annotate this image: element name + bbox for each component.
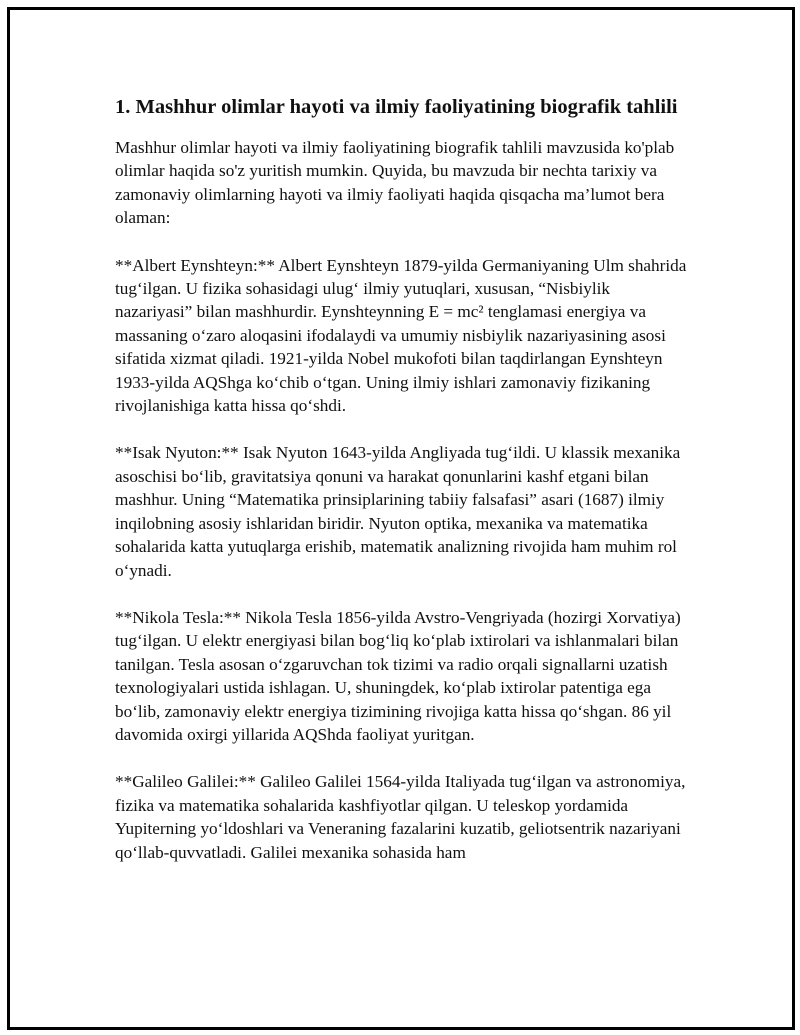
section-heading: 1. Mashhur olimlar hayoti va ilmiy faoliyatining biografik tahlili — [115, 96, 678, 118]
tesla-paragraph: **Nikola Tesla:** Nikola Tesla 1856-yilda Avstro-Vengriyada (hozirgi Xorvatiya) tug‘ilgan. U elektr energiyasi bilan bog‘liq ko‘plab ixtirolari va ishlanmalari bilan tanilgan. Tesla asosan o‘zgaruvchan tok tizimi va radio orqali signallarni uzatish texnologiyalari ustida ishlagan. U, shuningdek, ko‘plab ixtirolar patentiga ega bo‘lib, zamonaviy elektr energiya tizimining rivojiga katta hissa qo‘shgan. 86 yil davomida oxirgi yillarida AQShda faoliyat yuritgan. — [115, 607, 681, 744]
document-body — [115, 93, 690, 888]
einstein-paragraph: **Albert Eynshteyn:** Albert Eynshteyn 1879-yilda Germaniyaning Ulm shahrida tug‘ilgan. U fizika sohasidagi ulug‘ ilmiy yutuqlari, xususan, “Nisbiylik nazariyasi” bilan mashhurdir. Eynshteynning E = mc² tenglamasi energiya va massaning o‘zaro aloqasini ifodalaydi va umumiy nisbiylik nazariyasining asosi sifatida xizmat qiladi. 1921-yilda Nobel mukofoti bilan taqdirlangan Eynshteyn 1933-yilda AQShga ko‘chib o‘tgan. Uning ilmiy ishlari zamonaviy fizikaning rivojlanishiga katta hissa qo‘shdi. — [115, 255, 687, 416]
newton-paragraph: **Isak Nyuton:** Isak Nyuton 1643-yilda Angliyada tug‘ildi. U klassik mexanika asoschisi bo‘lib, gravitatsiya qonuni va harakat qonunlarini kashf etgani bilan mashhur. Uning “Matematika prinsiplarining tabiiy falsafasi” asari (1687) ilmiy inqilobning asosiy ishlaridan biridir. Nyuton optika, mexanika va matematika sohalarida katta yutuqlarga erishib, matematik analizning rivojida ham muhim rol o‘ynadi. — [115, 443, 681, 580]
galileo-paragraph: **Galileo Galilei:** Galileo Galilei 1564-yilda Italiyada tug‘ilgan va astronomiya, fizika va matematika sohalarida kashfiyotlar qilgan. U teleskop yordamida Yupiterning yo‘ldoshlari va Veneraning fazalarini kuzatib, geliotsentrik nazariyani qo‘llab-quvvatladi. Galilei mexanika sohasida ham — [115, 772, 686, 862]
intro-paragraph: Mashhur olimlar hayoti va ilmiy faoliyatining biografik tahlili mavzusida ko'plab olimlar haqida so'z yuritish mumkin. Quyida, bu mavzuda bir nechta tarixiy va zamonaviy olimlarning hayoti va ilmiy faoliyati haqida qisqacha ma’lumot bera olaman: — [115, 138, 675, 228]
